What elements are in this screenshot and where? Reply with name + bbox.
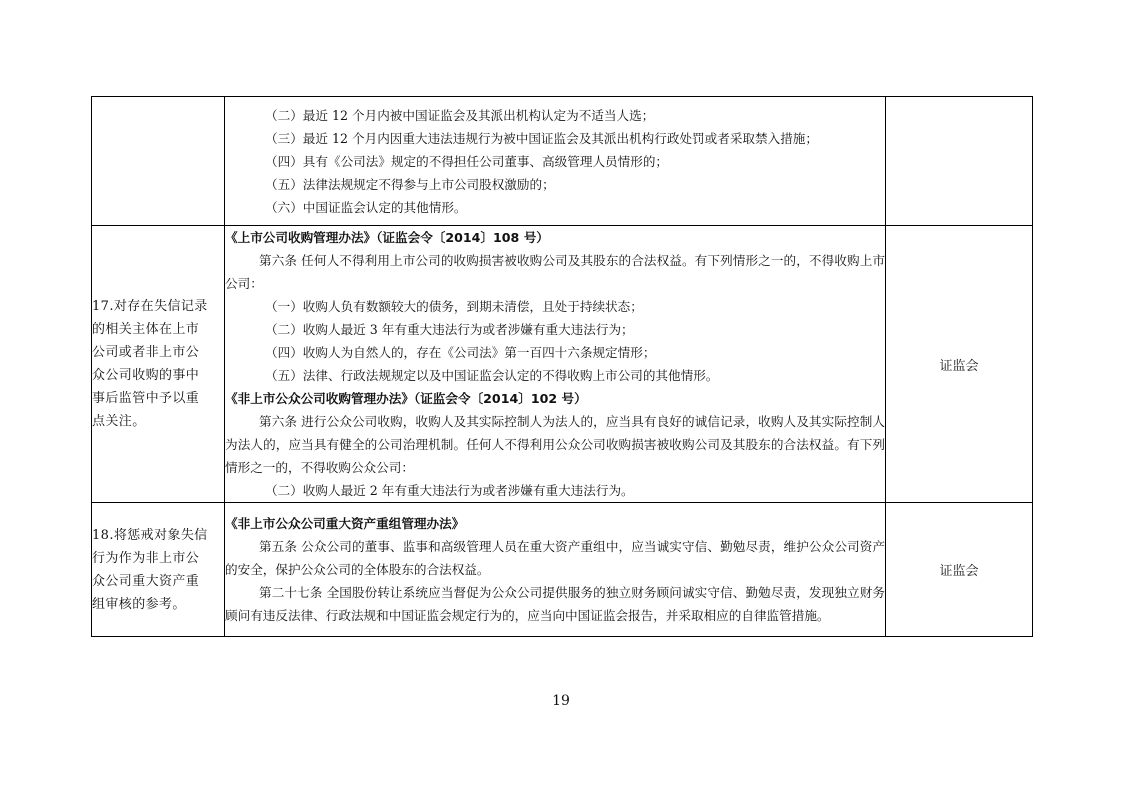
measure-text: 点关注。	[92, 414, 146, 429]
measure-cell	[92, 226, 225, 503]
basis-cell	[225, 503, 886, 637]
law-title: 《上市公司收购管理办法》（证监会令〔2014〕108 号）	[225, 230, 549, 245]
law-article: 第五条 公众公司的董事、监事和高级管理人员在重大资产重组中，应当诚实守信、勤勉尽责，维护公众公司资产的安全，保护公众公司的全体股东的合法权益。	[225, 539, 885, 577]
law-article: 第六条 任何人不得利用上市公司的收购损害被收购公司及其股东的合法权益。有下列情形之一的，不得收购上市公司：	[225, 253, 885, 291]
basis-item: （五）法律法规规定不得参与上市公司股权激励的；	[265, 176, 555, 192]
basis-item: （六）中国证监会认定的其他情形。	[265, 199, 467, 215]
department-cell: 证监会	[886, 503, 1033, 637]
department-cell	[886, 97, 1033, 226]
law-item: （五）法律、行政法规规定以及中国证监会认定的不得收购上市公司的其他情形。	[265, 368, 719, 383]
measure-cell	[92, 97, 225, 226]
basis-cell	[225, 226, 886, 503]
table-row-continuation	[92, 97, 1033, 226]
measure-text: 众公司重大资产重	[92, 573, 200, 589]
department-cell: 证监会	[886, 226, 1033, 503]
page-number: 19	[552, 693, 570, 709]
measure-text: 组审核的参考。	[92, 596, 186, 612]
measure-text: 17.对存在失信记录	[92, 299, 208, 314]
table-row-18	[92, 503, 1033, 637]
measure-text: 18.将惩戒对象失信	[92, 527, 208, 543]
law-article: 第二十七条 全国股份转让系统应当督促为公众公司提供服务的独立财务顾问诚实守信、勤勉尽责，发现独立财务顾问有违反法律、行政法规和中国证监会规定行为的，应当向中国证监会报告，并采取相应的自律监管措施。	[225, 585, 885, 623]
measure-text: 众公司收购的事中	[92, 368, 200, 383]
measure-text: 的相关主体在上市	[92, 322, 200, 337]
measure-text: 事后监管中予以重	[92, 391, 200, 406]
measure-cell	[92, 503, 225, 637]
law-item: （二）收购人最近 3 年有重大违法行为或者涉嫌有重大违法行为；	[265, 322, 634, 337]
basis-cell	[225, 97, 886, 226]
measures-table	[91, 96, 1033, 637]
law-title: 《非上市公众公司重大资产重组管理办法》	[225, 516, 465, 531]
basis-item: （三）最近 12 个月内因重大违法违规行为被中国证监会及其派出机构行政处罚或者采取禁入措施；	[265, 130, 818, 146]
table-row-17	[92, 226, 1033, 503]
measure-text: 公司或者非上市公	[92, 345, 200, 360]
law-item: （一）收购人负有数额较大的债务，到期未清偿，且处于持续状态；	[265, 299, 643, 314]
law-article: 第六条 进行公众公司收购，收购人及其实际控制人为法人的，应当具有良好的诚信记录，收购人及其实际控制人为法人的，应当具有健全的公司治理机制。任何人不得利用公众公司收购损害被收购公司及其股东的合法权益。有下列情形之一的，不得收购公众公司：	[225, 414, 885, 475]
basis-item: （二）最近 12 个月内被中国证监会及其派出机构认定为不适当人选；	[265, 107, 655, 123]
basis-item: （四）具有《公司法》规定的不得担任公司董事、高级管理人员情形的；	[265, 153, 668, 169]
law-item: （四）收购人为自然人的，存在《公司法》第一百四十六条规定情形；	[265, 345, 656, 360]
measure-text: 行为作为非上市公	[92, 550, 200, 566]
law-item: （二）收购人最近 2 年有重大违法行为或者涉嫌有重大违法行为。	[265, 483, 634, 498]
law-title: 《非上市公众公司收购管理办法》（证监会令〔2014〕102 号）	[225, 391, 587, 406]
